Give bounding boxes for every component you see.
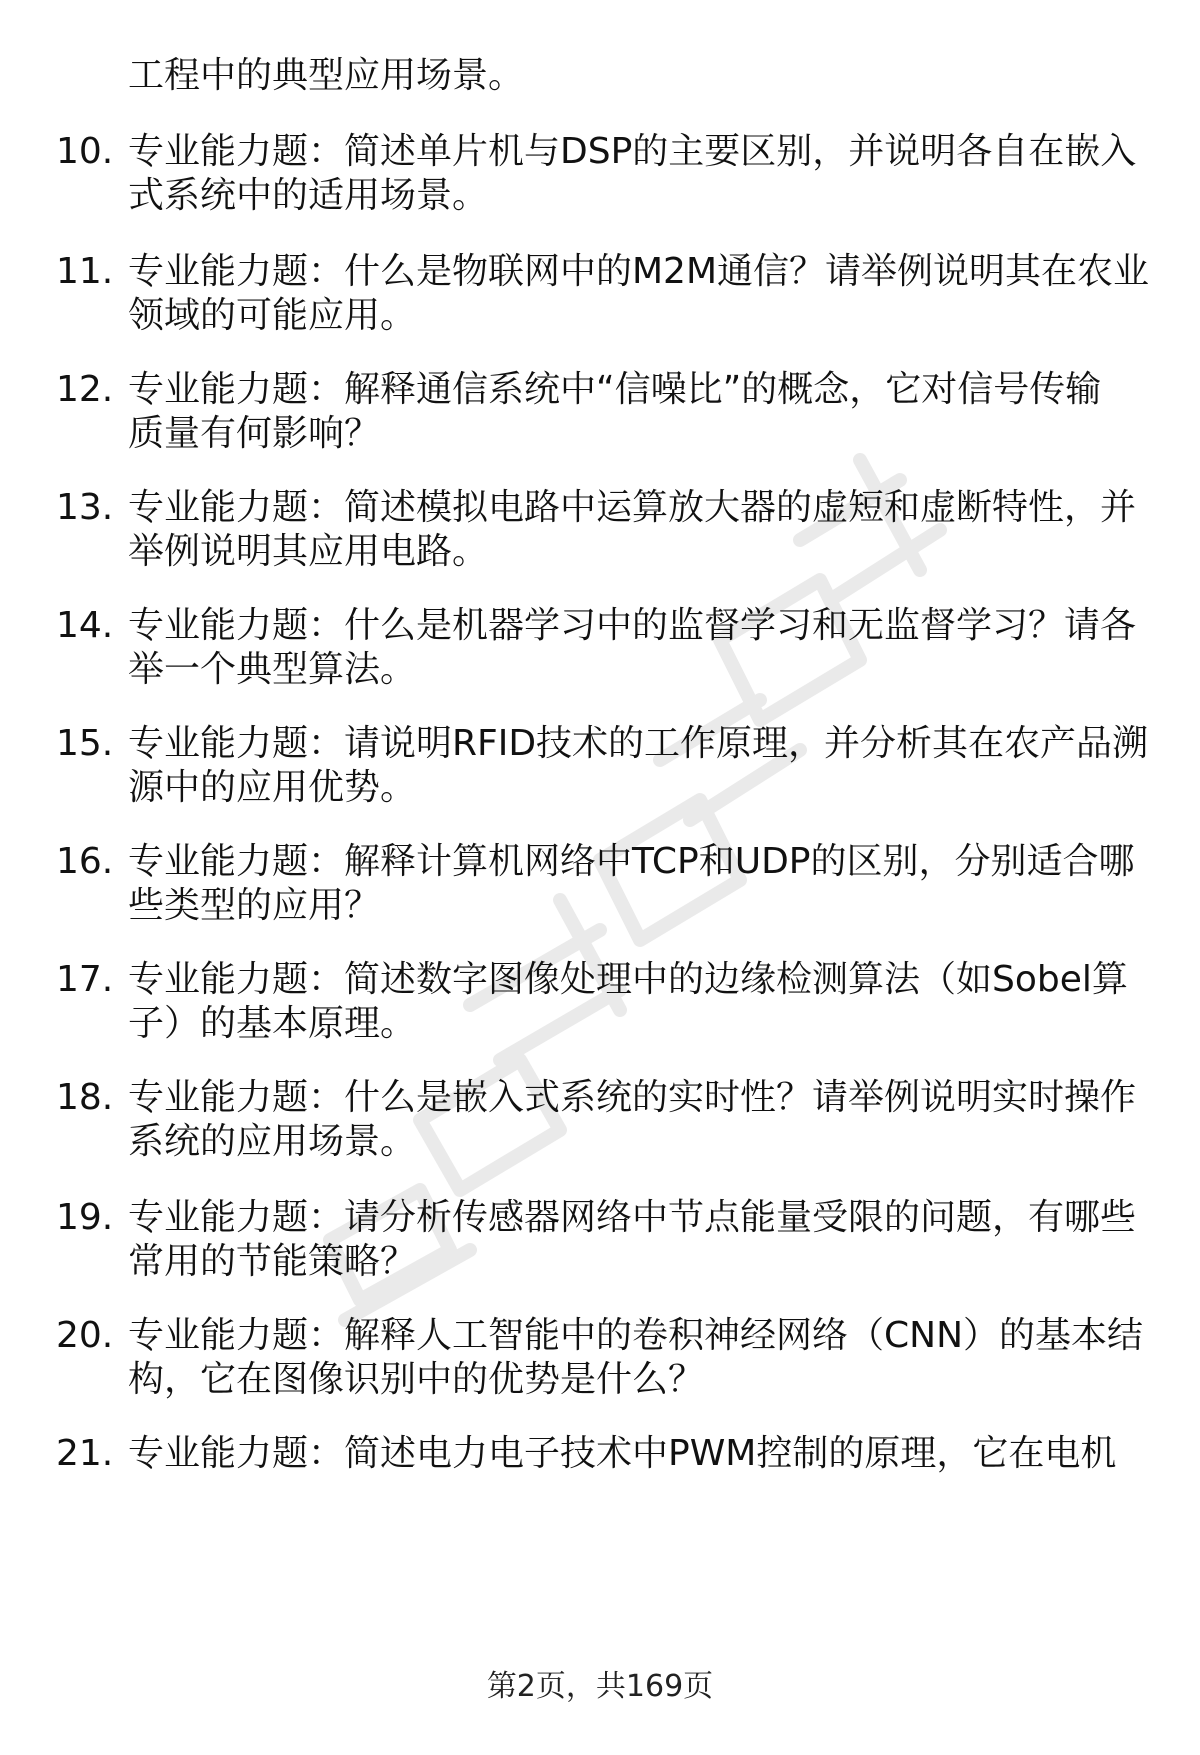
item-text-continuation: 源中的应用优势。 — [128, 767, 417, 808]
item-number: 13. — [56, 487, 114, 528]
item-text: 专业能力题：什么是物联网中的M2M通信？请举例说明其在农业 — [128, 251, 1150, 292]
item-text-continuation: 式系统中的适用场景。 — [128, 175, 489, 216]
item-text: 专业能力题：解释人工智能中的卷积神经网络（CNN）的基本结 — [128, 1315, 1143, 1356]
item-text: 专业能力题：简述数字图像处理中的边缘检测算法（如Sobel算 — [128, 959, 1128, 1000]
item-text: 专业能力题：简述电力电子技术中PWM控制的原理，它在电机 — [128, 1433, 1117, 1474]
item-text: 专业能力题：请分析传感器网络中节点能量受限的问题，有哪些 — [128, 1197, 1137, 1238]
item-number: 20. — [56, 1315, 114, 1356]
item-number: 12. — [56, 369, 114, 410]
item-continuation-line: 工程中的典型应用场景。 — [128, 55, 525, 96]
item-number: 14. — [56, 605, 114, 646]
item-text-continuation: 些类型的应用？ — [128, 885, 381, 926]
item-text: 专业能力题：什么是嵌入式系统的实时性？请举例说明实时操作 — [128, 1077, 1137, 1118]
item-text: 专业能力题：解释通信系统中“信噪比”的概念，它对信号传输 — [128, 369, 1102, 410]
item-text: 专业能力题：请说明RFID技术的工作原理，并分析其在农产品溯 — [128, 723, 1149, 764]
item-number: 21. — [56, 1433, 114, 1474]
item-text: 专业能力题：解释计算机网络中TCP和UDP的区别，分别适合哪 — [128, 841, 1135, 882]
item-text: 专业能力题：什么是机器学习中的监督学习和无监督学习？请各 — [128, 605, 1137, 646]
item-number: 18. — [56, 1077, 114, 1118]
item-number: 10. — [56, 131, 114, 172]
item-text-continuation: 举例说明其应用电路。 — [128, 531, 489, 572]
item-text-continuation: 子）的基本原理。 — [128, 1003, 417, 1044]
item-text-continuation: 构，它在图像识别中的优势是什么？ — [128, 1359, 705, 1400]
item-number: 16. — [56, 841, 114, 882]
item-text-continuation: 举一个典型算法。 — [128, 649, 417, 690]
item-number: 17. — [56, 959, 114, 1000]
item-text-continuation: 质量有何影响？ — [128, 413, 381, 454]
item-text-continuation: 系统的应用场景。 — [128, 1121, 417, 1162]
item-text: 专业能力题：简述模拟电路中运算放大器的虚短和虚断特性，并 — [128, 487, 1137, 528]
item-text-continuation: 常用的节能策略？ — [128, 1241, 417, 1282]
item-number: 19. — [56, 1197, 114, 1238]
item-text: 专业能力题：简述单片机与DSP的主要区别，并说明各自在嵌入 — [128, 131, 1137, 172]
page-footer: 第2页，共169页 — [486, 1669, 714, 1704]
item-text-continuation: 领域的可能应用。 — [128, 295, 417, 336]
item-number: 11. — [56, 251, 114, 292]
item-number: 15. — [56, 723, 114, 764]
